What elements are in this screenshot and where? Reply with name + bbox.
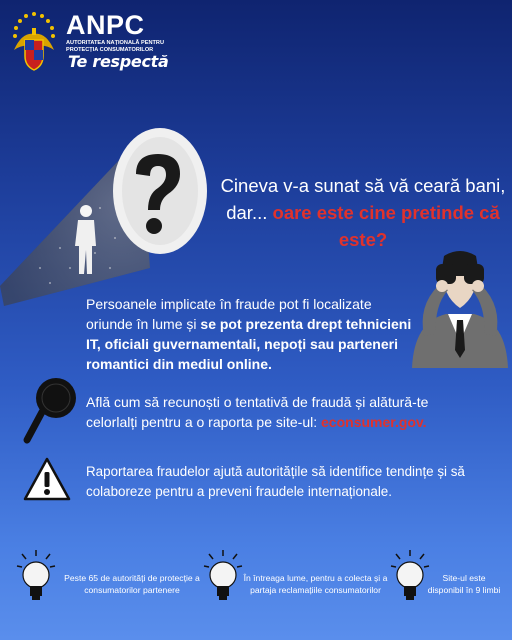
paragraph-reporting-helps: Raportarea fraudelor ajută autoritățile să identifice tendințe și să colaboreze pentru a preveni fraudele internaționale. xyxy=(86,464,465,499)
lightbulb-icon xyxy=(16,548,56,608)
headline-line2-plain: dar... xyxy=(226,202,268,223)
fact-worldwide: În întreaga lume, pentru a colecta și a partaja reclamațiile consumatorilor xyxy=(243,573,388,595)
headline xyxy=(218,172,508,253)
brand-block xyxy=(66,10,186,53)
binoculars-man-icon xyxy=(408,246,512,368)
slogan: Te respectă xyxy=(68,52,169,71)
paragraph-fraud-locations xyxy=(86,294,416,374)
question-mark-icon xyxy=(128,148,188,240)
paragraph1-bold: se pot prezenta drept tehnicieni IT, oficiali guvernamentali, nepoți sau parteneri romantici din mediul online. xyxy=(86,316,412,372)
headline-line2 xyxy=(218,199,508,253)
person-silhouette-icon xyxy=(72,204,98,276)
fact-languages: Site-ul este disponibil în 9 limbi xyxy=(427,573,501,595)
coat-of-arms-icon xyxy=(8,10,60,74)
paragraph1-plain: Persoanele implicate în fraude pot fi localizate oriunde în lume și xyxy=(86,296,372,332)
econsumer-link[interactable]: econsumer.gov. xyxy=(321,414,427,430)
lightbulb-icon xyxy=(203,548,243,608)
headline-question: oare este cine pretinde că este? xyxy=(272,202,500,250)
fact-authorities: Peste 65 de autorități de protecție a consumatorilor partenere xyxy=(64,573,200,595)
paragraph-report xyxy=(86,392,466,432)
brand-name: ANPC xyxy=(66,10,145,40)
magnifier-icon xyxy=(22,376,78,446)
brand-subtitle: AUTORITATEA NAȚIONALĂ PENTRU PROTECȚIA CONSUMATORILOR xyxy=(66,40,164,53)
paragraph2-plain: Află cum să recunoști o tentativă de fraudă și alătură-te celorlalți pentru a o raporta pe site-ul: xyxy=(86,394,429,430)
warning-icon xyxy=(22,456,72,502)
headline-line1: Cineva v-a sunat să vă ceară bani, xyxy=(220,175,506,196)
